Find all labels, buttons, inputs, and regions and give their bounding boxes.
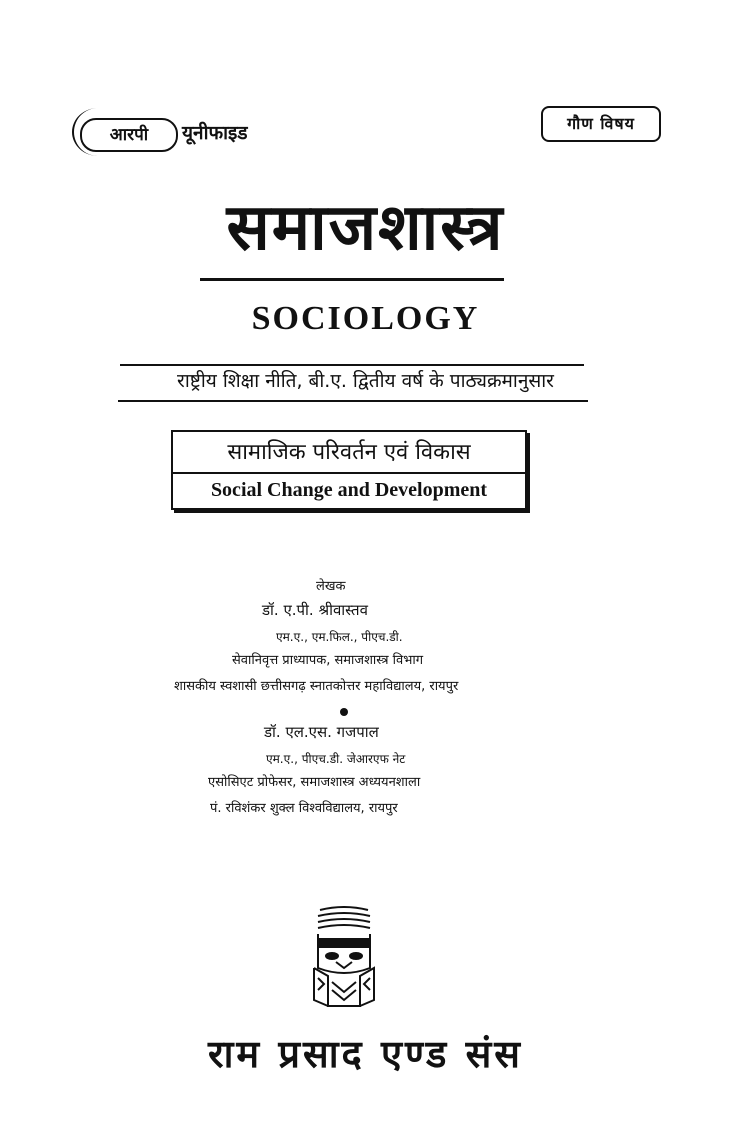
book-title-english: SOCIOLOGY [251,300,480,337]
author2-degrees: एम.ए., पीएच.डी. जेआरएफ नेट [266,752,406,766]
curriculum-subtitle: राष्ट्रीय शिक्षा नीति, बी.ए. द्वितीय वर्ष के पाठ्यक्रमानुसार [177,370,554,392]
logo-brand-text: यूनीफाइड [182,122,248,144]
author1-institution: शासकीय स्वशासी छत्तीसगढ़ स्नातकोत्तर महाविद्यालय, रायपुर [174,679,459,694]
author2-designation: एसोसिएट प्रोफेसर, समाजशास्त्र अध्ययनशाला [208,775,421,790]
publisher-logo [58,104,278,160]
subtitle-rule-bottom [118,400,588,402]
book-title-hindi: समाजशास्त्र [226,191,505,265]
author-label: लेखक [316,579,346,594]
author2-institution: पं. रविशंकर शुक्ल विश्वविद्यालय, रायपुर [210,801,398,816]
subject-badge: गौण विषय [541,106,661,142]
title-underline [200,278,504,281]
publisher-name: राम प्रसाद एण्ड संस [208,1032,523,1076]
publisher-emblem-icon [306,906,382,1010]
paper-title-box [171,430,527,510]
paper-title-hindi: सामाजिक परिवर्तन एवं विकास [227,440,471,465]
author-separator-dot [340,708,348,716]
author1-name: डॉ. ए.पी. श्रीवास्तव [262,601,368,619]
author2-name: डॉ. एल.एस. गजपाल [264,723,379,741]
logo-pill-text: आरपी [80,118,178,152]
author1-designation: सेवानिवृत्त प्राध्यापक, समाजशास्त्र विभाग [232,653,424,668]
author1-degrees: एम.ए., एम.फिल., पीएच.डी. [276,630,403,644]
paper-title-english: Social Change and Development [210,479,488,501]
